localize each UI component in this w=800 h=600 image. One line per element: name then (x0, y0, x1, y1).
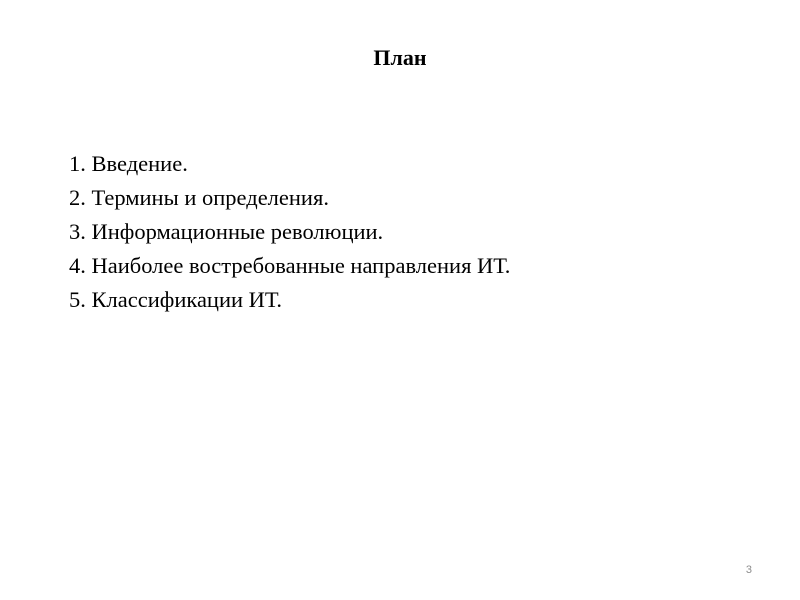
plan-item-terms: 2. Термины и определения. (69, 185, 329, 210)
plan-item-directions: 4. Наиболее востребованные направления ИТ. (69, 253, 511, 278)
plan-list (69, 147, 769, 317)
page-number: 3 (745, 564, 752, 576)
plan-item-introduction: 1. Введение. (69, 151, 188, 176)
slide-title: План (373, 45, 427, 70)
plan-item-revolutions: 3. Информационные революции. (69, 219, 384, 244)
plan-item-classifications: 5. Классификации ИТ. (69, 287, 283, 312)
